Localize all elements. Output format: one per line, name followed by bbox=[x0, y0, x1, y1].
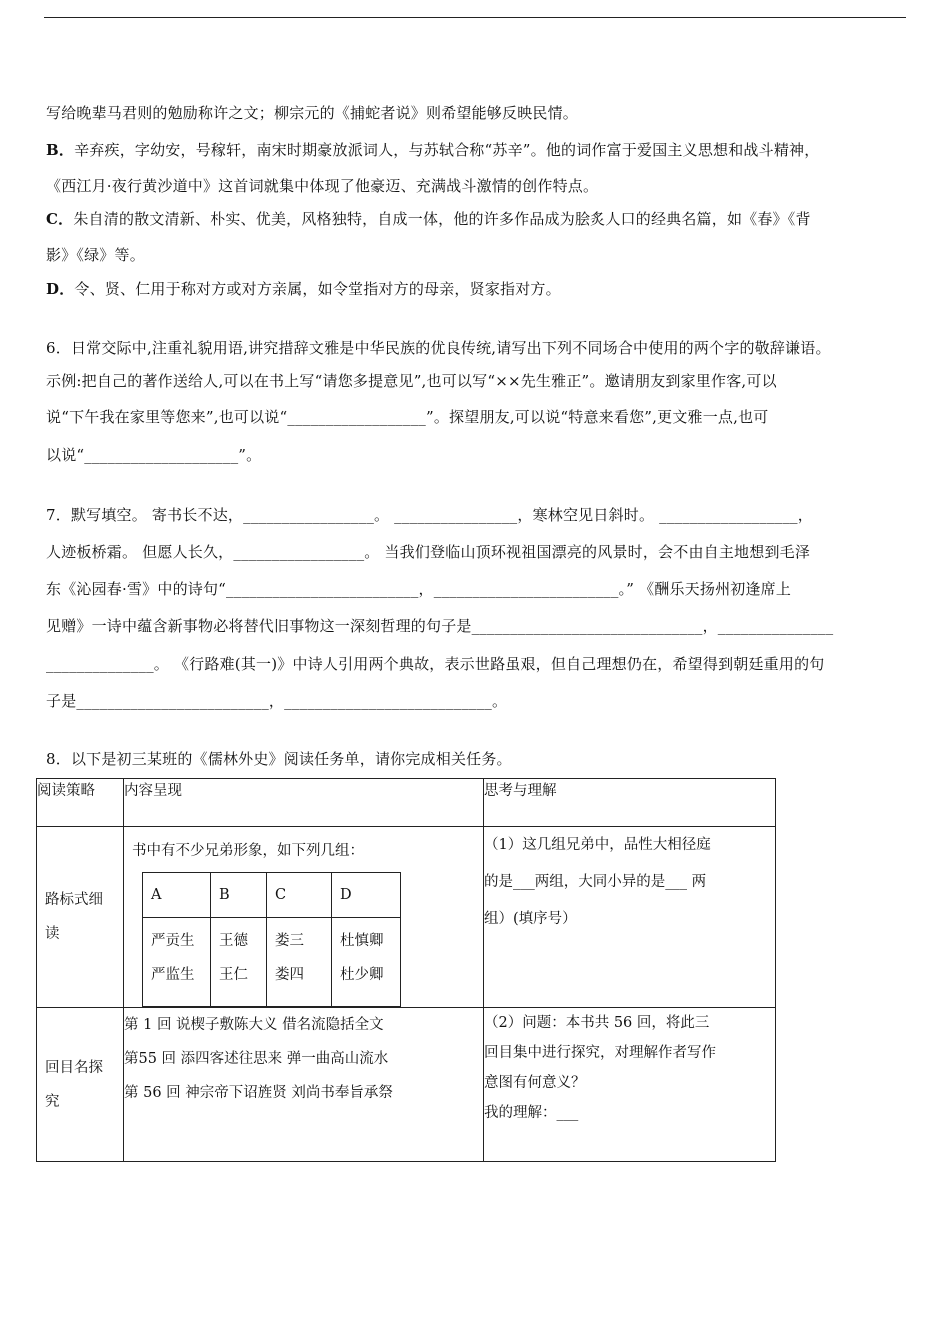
name: 王德 bbox=[219, 933, 248, 949]
thinking-text-2: 回目集中进行探究，对理解作者写作 bbox=[484, 1045, 716, 1061]
option-c bbox=[46, 209, 811, 229]
thinking-text-4: 我的理解：___ bbox=[484, 1105, 579, 1121]
option-d-label: D． bbox=[46, 280, 75, 298]
strategy-cell bbox=[37, 827, 124, 1008]
question-7-line-1: 7．默写填空。 寄书长不达，_________________。 ________________，寒林空见日斜时。 __________________， bbox=[46, 506, 813, 524]
question-7-line-6: 子是_________________________，___________________________。 bbox=[46, 692, 508, 710]
table-row bbox=[37, 1008, 776, 1162]
content-cell bbox=[124, 827, 484, 1008]
chapter-56: 第 56 回 神宗帝下诏旌贤 刘尚书奉旨承祭 bbox=[124, 1085, 393, 1101]
option-c-label: C． bbox=[46, 210, 74, 228]
option-b-continued: 《西江月·夜行黄沙道中》这首词就集中体现了他豪迈、充满战斗激情的创作特点。 bbox=[46, 177, 599, 195]
name: 王仁 bbox=[219, 967, 248, 983]
question-6-line-2: 示例:把自己的著作送给人,可以在书上写“请您多提意见”,也可以写“××先生雅正”。邀请朋友到家里作客,可以 bbox=[46, 372, 777, 390]
option-b-label: B． bbox=[46, 141, 75, 159]
question-6-line-1: 6．日常交际中,注重礼貌用语,讲究措辞文雅是中华民族的优良传统,请写出下列不同场合中使用的两个字的敬辞谦语。 bbox=[46, 339, 831, 357]
group-label-a: A bbox=[143, 873, 211, 918]
question-7-line-4: 见赠》一诗中蕴含新事物必将替代旧事物这一深刻哲理的句子是______________________________，_______________ bbox=[46, 617, 834, 635]
strategy-cell bbox=[37, 1008, 124, 1162]
content-lead: 书中有不少兄弟形象，如下列几组： bbox=[132, 843, 364, 859]
question-7-line-2: 人迹板桥霜。 但愿人长久，_________________。 当我们登临山顶环视祖国漂亮的风景时，会不由自主地想到毛泽 bbox=[46, 543, 811, 561]
group-label-c: C bbox=[267, 873, 332, 918]
thinking-text-3: 意图有何意义？ bbox=[484, 1075, 586, 1091]
thinking-text-2: 的是___两组，大同小异的是___ 两 bbox=[484, 874, 707, 890]
brothers-table bbox=[142, 872, 401, 1007]
group-label-d: D bbox=[332, 873, 401, 918]
option-b bbox=[46, 140, 819, 160]
group-a-names bbox=[143, 918, 211, 1007]
option-c-continued: 影》《绿》等。 bbox=[46, 246, 145, 264]
name: 杜少卿 bbox=[340, 967, 384, 983]
option-a-continued: 写给晚辈马君则的勉励称许之文；柳宗元的《捕蛇者说》则希望能够反映民情。 bbox=[46, 104, 579, 122]
strategy-text-2: 读 bbox=[45, 926, 60, 942]
question-7-line-5: ______________。 《行路难(其一)》中诗人引用两个典故，表示世路虽艰，但自己理想仍在，希望得到朝廷重用的句 bbox=[46, 655, 825, 673]
chapter-1: 第 1 回 说楔子敷陈大义 借名流隐括全文 bbox=[124, 1017, 384, 1033]
thinking-text-3: 组）(填序号） bbox=[484, 911, 577, 927]
question-6-line-4: 以说“____________________”。 bbox=[46, 446, 262, 464]
name: 杜慎卿 bbox=[340, 933, 384, 949]
name: 娄四 bbox=[275, 967, 304, 983]
option-b-text: 辛弃疾，字幼安，号稼轩，南宋时期豪放派词人，与苏轼合称“苏辛”。他的词作富于爱国主义思想和战斗精神， bbox=[74, 141, 820, 159]
group-c-names bbox=[267, 918, 332, 1007]
chapters-cell bbox=[124, 1008, 484, 1162]
strategy-text-2: 究 bbox=[45, 1093, 60, 1110]
question-6-line-3: 说“下午我在家里等您来”,也可以说“__________________”。探望朋友,可以说“特意来看您”,更文雅一点,也可 bbox=[46, 408, 769, 426]
group-b-names bbox=[211, 918, 267, 1007]
name: 娄三 bbox=[275, 933, 304, 949]
question-8-prompt: 8．以下是初三某班的《儒林外史》阅读任务单，请你完成相关任务。 bbox=[46, 750, 512, 768]
thinking-text-1: （1）这几组兄弟中，品性大相径庭 bbox=[484, 837, 711, 853]
option-d-text: 令、贤、仁用于称对方或对方亲属，如令堂指对方的母亲，贤家指对方。 bbox=[74, 280, 561, 298]
question-7-line-3: 东《沁园春·雪》中的诗句“_________________________，________________________。” 《酬乐天扬州初逢席上 bbox=[46, 580, 792, 598]
thinking-cell bbox=[484, 827, 776, 1008]
group-label-b: B bbox=[211, 873, 267, 918]
header-thinking: 思考与理解 bbox=[484, 779, 776, 827]
top-rule bbox=[44, 17, 906, 18]
name: 严监生 bbox=[151, 967, 195, 983]
header-strategy: 阅读策略 bbox=[37, 779, 124, 827]
chapter-55: 第55 回 添四客述往思来 弹一曲高山流水 bbox=[124, 1051, 389, 1067]
group-d-names bbox=[332, 918, 401, 1007]
thinking-text-1: （2）问题：本书共 56 回，将此三 bbox=[484, 1015, 710, 1031]
thinking-cell bbox=[484, 1008, 776, 1162]
strategy-text-1: 路标式细 bbox=[45, 892, 103, 908]
strategy-text-1: 回目名探 bbox=[45, 1059, 103, 1076]
table-row bbox=[37, 827, 776, 1008]
reading-task-table bbox=[36, 778, 776, 1162]
name: 严贡生 bbox=[151, 933, 195, 949]
option-d bbox=[46, 279, 561, 299]
header-content: 内容呈现 bbox=[124, 779, 484, 827]
option-c-text: 朱自清的散文清新、朴实、优美，风格独特，自成一体，他的许多作品成为脍炙人口的经典名篇，如《春》《背 bbox=[73, 210, 811, 228]
table-header-row bbox=[37, 779, 776, 827]
